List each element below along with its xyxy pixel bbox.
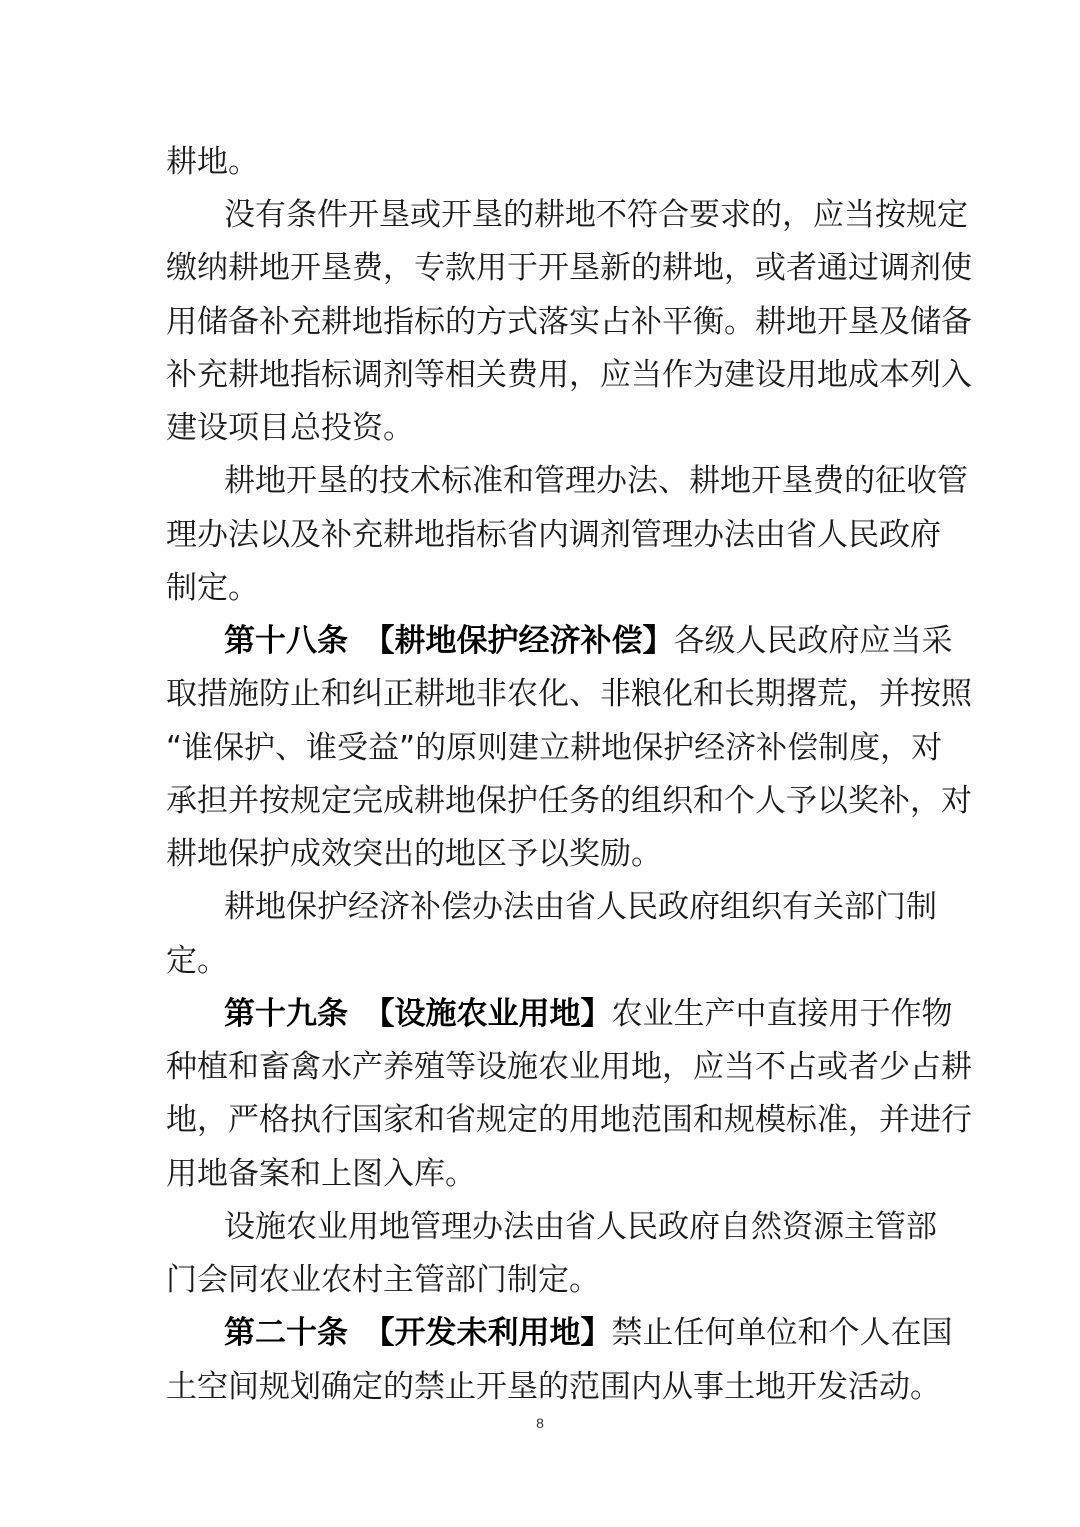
text-line: 制定。: [166, 570, 259, 606]
text-line: 用储备补充耕地指标的方式落实占补平衡。耕地开垦及储备: [166, 304, 972, 340]
article-18-first-line: 第十八条 【耕地保护经济补偿】各级人民政府应当采: [224, 623, 953, 659]
paragraph-start-line: 耕地开垦的技术标准和管理办法、耕地开垦费的征收管: [224, 463, 968, 499]
text-line: 门会同农业农村主管部门制定。: [166, 1262, 600, 1298]
text-line: 建设项目总投资。: [166, 410, 414, 446]
text-line: 承担并按规定完成耕地保护任务的组织和个人予以奖补，对: [166, 783, 972, 819]
article-19-heading: 第十九条 【设施农业用地】: [224, 996, 612, 1032]
text-line: 耕地保护成效突出的地区予以奖励。: [166, 836, 662, 872]
text-line: 补充耕地指标调剂等相关费用，应当作为建设用地成本列入: [166, 357, 972, 393]
paragraph-start-line: 耕地保护经济补偿办法由省人民政府组织有关部门制: [224, 889, 937, 925]
text-line: 地，严格执行国家和省规定的用地范围和规模标准，并进行: [166, 1102, 972, 1138]
text-line: 缴纳耕地开垦费，专款用于开垦新的耕地，或者通过调剂使: [166, 250, 972, 286]
text-line: 土空间规划确定的禁止开垦的范围内从事土地开发活动。: [166, 1369, 941, 1405]
text-line: “谁保护、谁受益”的原则建立耕地保护经济补偿制度，对: [166, 730, 943, 766]
text-line: 理办法以及补充耕地指标省内调剂管理办法由省人民政府: [166, 517, 941, 553]
paragraph-start-line: 设施农业用地管理办法由省人民政府自然资源主管部: [224, 1209, 937, 1245]
article-19-first-line: 第十九条 【设施农业用地】农业生产中直接用于作物: [224, 996, 953, 1032]
text-line: 定。: [166, 943, 228, 979]
page-number: 8: [536, 1415, 544, 1431]
text-line: 用地备案和上图入库。: [166, 1156, 476, 1192]
paragraph-start-line: 没有条件开垦或开垦的耕地不符合要求的，应当按规定: [224, 197, 968, 233]
text-line: 种植和畜禽水产养殖等设施农业用地，应当不占或者少占耕: [166, 1049, 972, 1085]
article-20-heading: 第二十条 【开发未利用地】: [224, 1315, 612, 1351]
article-18-heading: 第十八条 【耕地保护经济补偿】: [224, 623, 674, 659]
article-20-first-line: 第二十条 【开发未利用地】禁止任何单位和个人在国: [224, 1315, 953, 1351]
text-line-1: 耕地。: [166, 144, 259, 180]
text-line: 取措施防止和纠正耕地非农化、非粮化和长期撂荒，并按照: [166, 676, 972, 712]
